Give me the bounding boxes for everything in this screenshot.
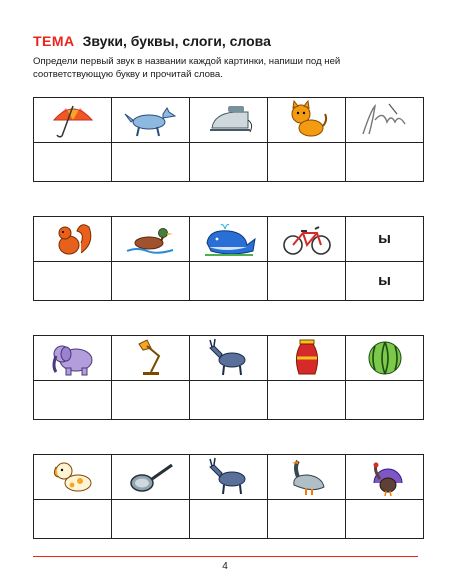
theme-topic: Звуки, буквы, слоги, слова	[82, 33, 271, 49]
given-letter: ы	[378, 230, 391, 247]
iron-icon	[204, 100, 254, 140]
turkey-icon	[362, 457, 408, 497]
exercise-table-1	[33, 97, 424, 182]
given-letter: ы	[378, 272, 391, 289]
page-number: 4	[222, 561, 228, 572]
answer-cell[interactable]	[190, 262, 268, 301]
goose-icon	[284, 457, 330, 497]
handwriting-icon	[357, 100, 413, 140]
answer-cell[interactable]	[34, 143, 112, 182]
vase-icon	[287, 338, 327, 378]
answer-cell[interactable]	[34, 500, 112, 539]
page-title	[33, 33, 271, 49]
picture-cell	[112, 455, 190, 500]
squirrel-icon	[51, 219, 95, 259]
picture-cell	[112, 217, 190, 262]
whale-icon	[201, 219, 257, 259]
picture-cell	[34, 336, 112, 381]
instruction-text: Определи первый звук в названии каждой картинки, напиши под ней соответствующую букву и прочитай слова.	[33, 56, 341, 80]
answer-cell[interactable]	[268, 143, 346, 182]
duck-icon	[123, 219, 179, 259]
picture-cell	[34, 455, 112, 500]
answer-cell[interactable]	[190, 381, 268, 420]
answer-cell[interactable]	[34, 262, 112, 301]
answer-cell[interactable]	[346, 262, 424, 301]
answer-cell[interactable]	[112, 262, 190, 301]
theme-label: ТЕМА	[33, 33, 75, 49]
picture-cell	[34, 217, 112, 262]
answer-cell[interactable]	[268, 262, 346, 301]
answer-cell[interactable]	[34, 381, 112, 420]
answer-cell[interactable]	[268, 381, 346, 420]
frying-pan-icon	[126, 457, 176, 497]
picture-cell	[190, 98, 268, 143]
answer-cell[interactable]	[190, 500, 268, 539]
answer-cell[interactable]	[190, 143, 268, 182]
picture-cell	[268, 98, 346, 143]
answer-cell[interactable]	[346, 500, 424, 539]
answer-cell[interactable]	[112, 143, 190, 182]
wolf-icon	[123, 100, 179, 140]
answer-cell[interactable]	[112, 500, 190, 539]
donkey-icon	[204, 457, 254, 497]
elephant-icon	[48, 338, 98, 378]
picture-cell	[112, 98, 190, 143]
lamp-icon	[129, 338, 173, 378]
picture-cell	[268, 455, 346, 500]
picture-cell	[268, 217, 346, 262]
picture-cell	[190, 217, 268, 262]
picture-cell	[190, 455, 268, 500]
bicycle-icon	[279, 219, 335, 259]
dog-icon	[50, 457, 96, 497]
cat-icon	[285, 100, 329, 140]
answer-cell[interactable]	[346, 381, 424, 420]
picture-cell	[346, 336, 424, 381]
footer-divider	[33, 556, 418, 557]
answer-cell[interactable]	[346, 143, 424, 182]
exercise-table-3	[33, 335, 424, 420]
donkey-icon	[204, 338, 254, 378]
picture-cell	[346, 98, 424, 143]
picture-cell	[190, 336, 268, 381]
exercise-table-2	[33, 216, 424, 301]
answer-cell[interactable]	[268, 500, 346, 539]
picture-cell	[346, 455, 424, 500]
letter-cell	[346, 217, 424, 262]
answer-cell[interactable]	[112, 381, 190, 420]
exercise-table-4	[33, 454, 424, 539]
umbrella-icon	[48, 100, 98, 140]
picture-cell	[34, 98, 112, 143]
watermelon-icon	[365, 338, 405, 378]
picture-cell	[112, 336, 190, 381]
picture-cell	[268, 336, 346, 381]
